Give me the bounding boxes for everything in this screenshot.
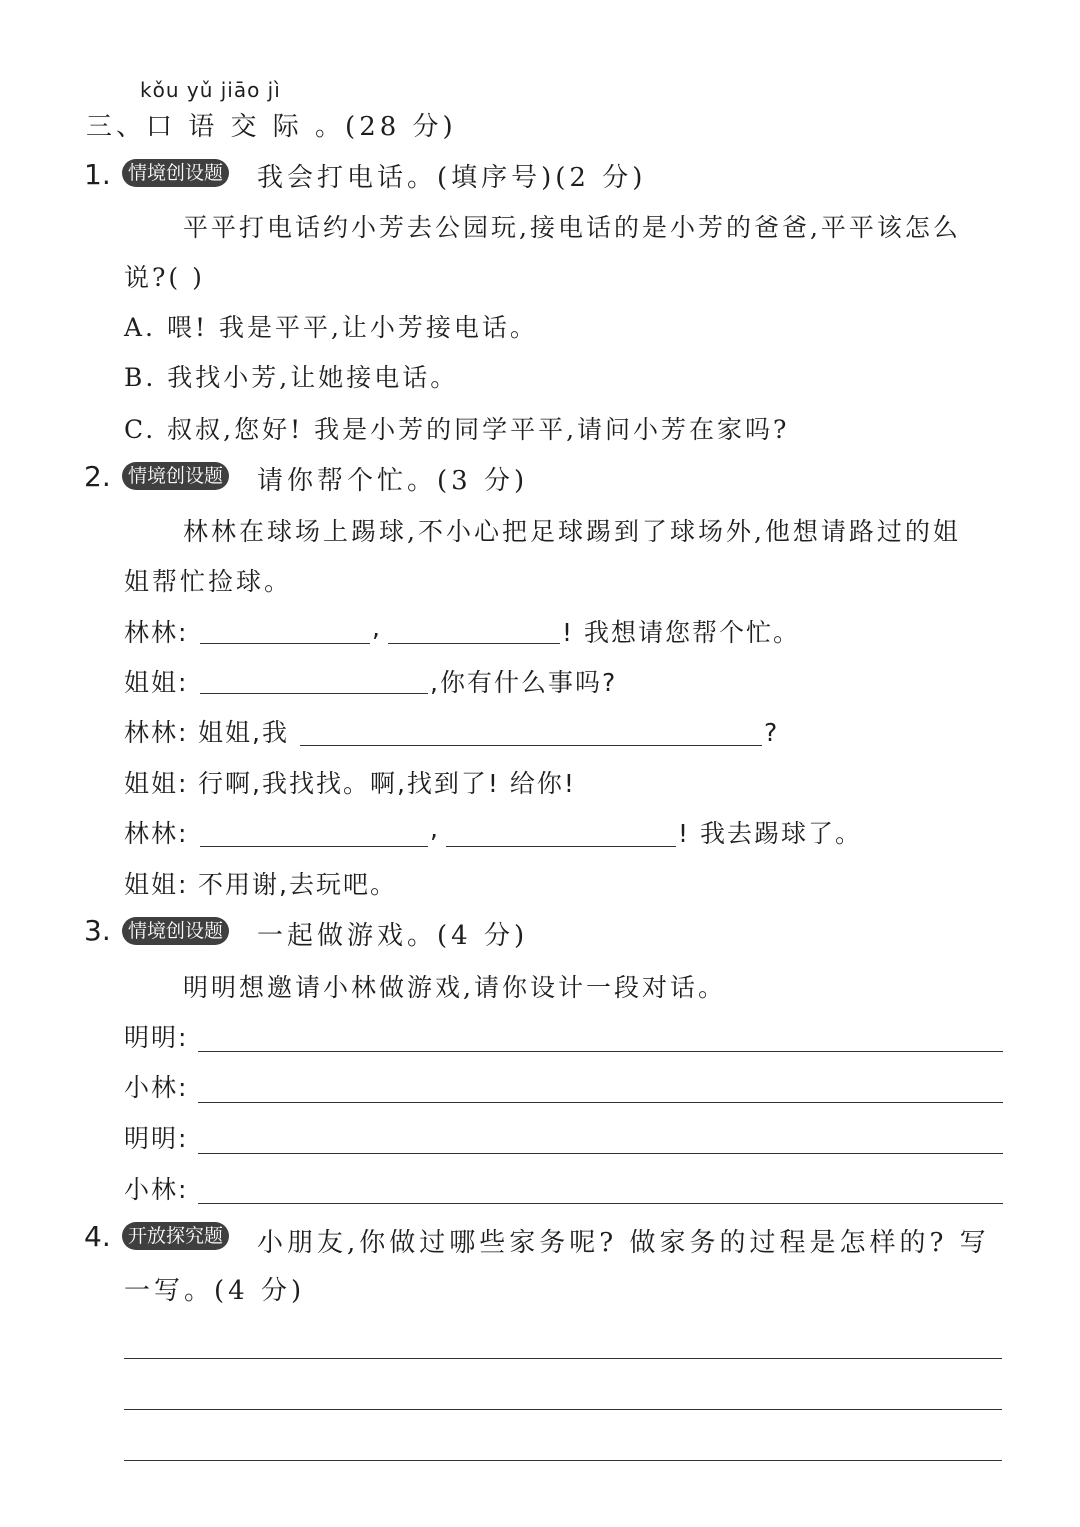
q2-d1-blank1[interactable] [200,643,370,644]
q3-title: 一起做游戏。(4 分) [257,921,529,951]
q3-answer-line-1[interactable] [198,1051,1003,1052]
q1-number: 1. [84,158,111,191]
q2-d4-speaker: 姐姐: [124,769,189,798]
q2-d5-speaker: 林林: [124,819,189,848]
q1-option-b: B. 我找小芳,让她接电话。 [124,363,459,392]
q4-answer-line-1[interactable] [124,1358,1002,1359]
q3-speaker-3: 明明: [124,1124,189,1153]
q4-answer-line-3[interactable] [124,1460,1002,1461]
q4-title-line2: 一写。(4 分) [124,1276,306,1306]
q2-d2-tail: ,你有什么事吗? [430,668,618,697]
q3-speaker-1: 明明: [124,1023,189,1052]
q4-badge: 开放探究题 [122,1222,229,1250]
q3-answer-line-4[interactable] [198,1203,1003,1204]
q2-d5-blank2[interactable] [446,846,676,847]
section-pinyin: kǒu yǔ jiāo jì [140,78,281,102]
q1-prompt-line2: 说?( ) [124,263,205,292]
q4-number: 4. [84,1220,111,1253]
q2-d4-text: 行啊,我找找。啊,找到了! 给你! [198,769,576,798]
q2-d1-sep: , [372,613,382,642]
q3-answer-line-3[interactable] [198,1153,1003,1154]
q3-prompt: 明明想邀请小林做游戏,请你设计一段对话。 [183,973,726,1002]
q2-badge: 情境创设题 [122,462,229,490]
q2-d1-speaker: 林林: [124,618,189,647]
q2-d6-text: 不用谢,去玩吧。 [198,870,397,899]
q3-speaker-4: 小林: [124,1175,189,1204]
q2-d6-speaker: 姐姐: [124,870,189,899]
q1-title: 我会打电话。(填序号)(2 分) [257,163,647,193]
q2-prompt-line2: 姐帮忙捡球。 [124,567,293,596]
q2-d3-head: 姐姐,我 [198,718,289,747]
q3-number: 3. [84,914,111,947]
q2-d1-blank2[interactable] [388,643,560,644]
q2-d5-sep: , [430,814,440,843]
q3-speaker-2: 小林: [124,1073,189,1102]
q2-d1-tail: ! 我想请您帮个忙。 [562,618,800,647]
q4-answer-line-2[interactable] [124,1409,1002,1410]
q2-d2-blank[interactable] [200,693,428,694]
q3-answer-line-2[interactable] [198,1102,1003,1103]
q2-d2-speaker: 姐姐: [124,668,189,697]
q4-title: 小朋友,你做过哪些家务呢? 做家务的过程是怎样的? 写 [257,1228,990,1258]
q2-d5-blank1[interactable] [200,846,428,847]
q2-d3-speaker: 林林: [124,718,189,747]
q2-prompt-line1: 林林在球场上踢球,不小心把足球踢到了球场外,他想请路过的姐 [183,517,961,546]
q2-d3-tail: ? [764,718,780,747]
q2-title: 请你帮个忙。(3 分) [257,466,529,496]
section-title: 三、口 语 交 际 。(28 分) [86,112,457,142]
q3-badge: 情境创设题 [122,917,229,945]
q1-option-a: A. 喂! 我是平平,让小芳接电话。 [124,313,538,342]
q1-badge: 情境创设题 [122,159,229,187]
q2-d3-blank[interactable] [300,745,762,746]
q1-option-c: C. 叔叔,您好! 我是小芳的同学平平,请问小芳在家吗? [124,415,790,444]
q1-prompt-line1: 平平打电话约小芳去公园玩,接电话的是小芳的爸爸,平平该怎么 [183,213,961,242]
q2-number: 2. [84,460,111,493]
q2-d5-tail: ! 我去踢球了。 [678,819,862,848]
